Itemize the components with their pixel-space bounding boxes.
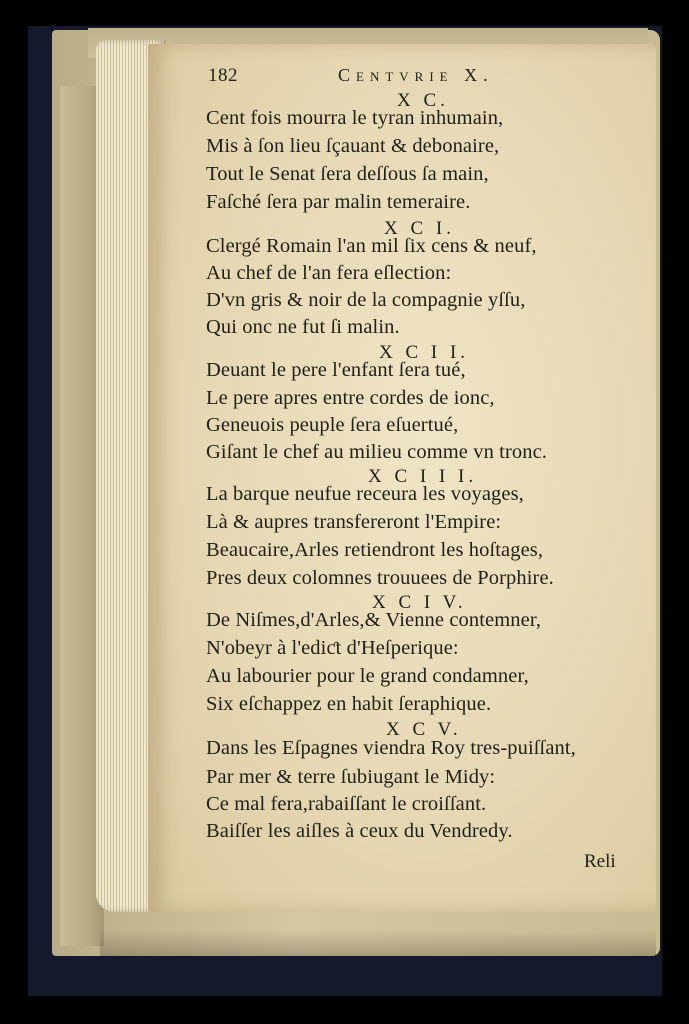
verse-line: Là & aupres transfereront l'Empire:	[206, 511, 502, 533]
verse-line: Par mer & terre ſubiugant le Midy:	[206, 766, 496, 788]
page-number: 182	[208, 65, 238, 86]
verse-line: Faſché ſera par malin temeraire.	[206, 191, 471, 213]
verse-line: Le pere apres entre cordes de ionc,	[206, 387, 495, 409]
verse-line: Cent fois mourra le tyran inhumain,	[206, 107, 504, 129]
verse-line: Ce mal fera,rabaiſſant le croiſſant.	[206, 793, 487, 815]
verse-line: Dans les Eſpagnes viendra Roy tres-puiſſant,	[206, 737, 576, 759]
quatrain-number: X C I V.	[372, 592, 467, 613]
verse-line: Mis à ſon lieu ſçauant & debonaire,	[206, 135, 500, 157]
verse-line: Qui onc ne fut ſi malin.	[206, 316, 400, 338]
verse-line: Tout le Senat ſera deſſous ſa main,	[206, 163, 489, 185]
verse-line: D'vn gris & noir de la compagnie yſſu,	[206, 289, 526, 311]
quatrain-number: X C.	[397, 90, 449, 111]
verse-line: Pres deux colomnes trouuees de Porphire.	[206, 567, 554, 589]
verse-line: La barque neufue receura les voyages,	[206, 483, 524, 505]
verse-line: N'obeyr à l'ediƈt d'Heſperique:	[206, 637, 459, 659]
verse-line: Baiſſer les aiſles à ceux du Vendredy.	[206, 820, 513, 842]
verse-line: Geneuois peuple ſera eſuertué,	[206, 414, 459, 436]
running-head: Centvrie X.	[338, 65, 494, 85]
quatrain-number: X C I.	[384, 218, 455, 239]
verse-line: Deuant le pere l'enfant ſera tué,	[206, 359, 466, 381]
quatrain-number: X C I I I.	[368, 466, 478, 487]
verse-line: Clergé Romain l'an mil ſix cens & neuf,	[206, 235, 537, 257]
verse-line: De Niſmes,d'Arles,& Vienne contemner,	[206, 609, 542, 631]
quatrain-number: X C V.	[386, 719, 462, 740]
verse-line: Giſant le chef au milieu comme vn tronc.	[206, 441, 547, 463]
catchword: Reli	[584, 851, 616, 872]
verse-line: Au chef de l'an fera eſlection:	[206, 262, 452, 284]
verse-line: Au labourier pour le grand condamner,	[206, 665, 529, 687]
quatrain-number: X C I I.	[379, 342, 470, 363]
verse-line: Beaucaire,Arles retiendront les hoſtages,	[206, 539, 544, 561]
verse-line: Six eſchappez en habit ſeraphique.	[206, 693, 492, 715]
